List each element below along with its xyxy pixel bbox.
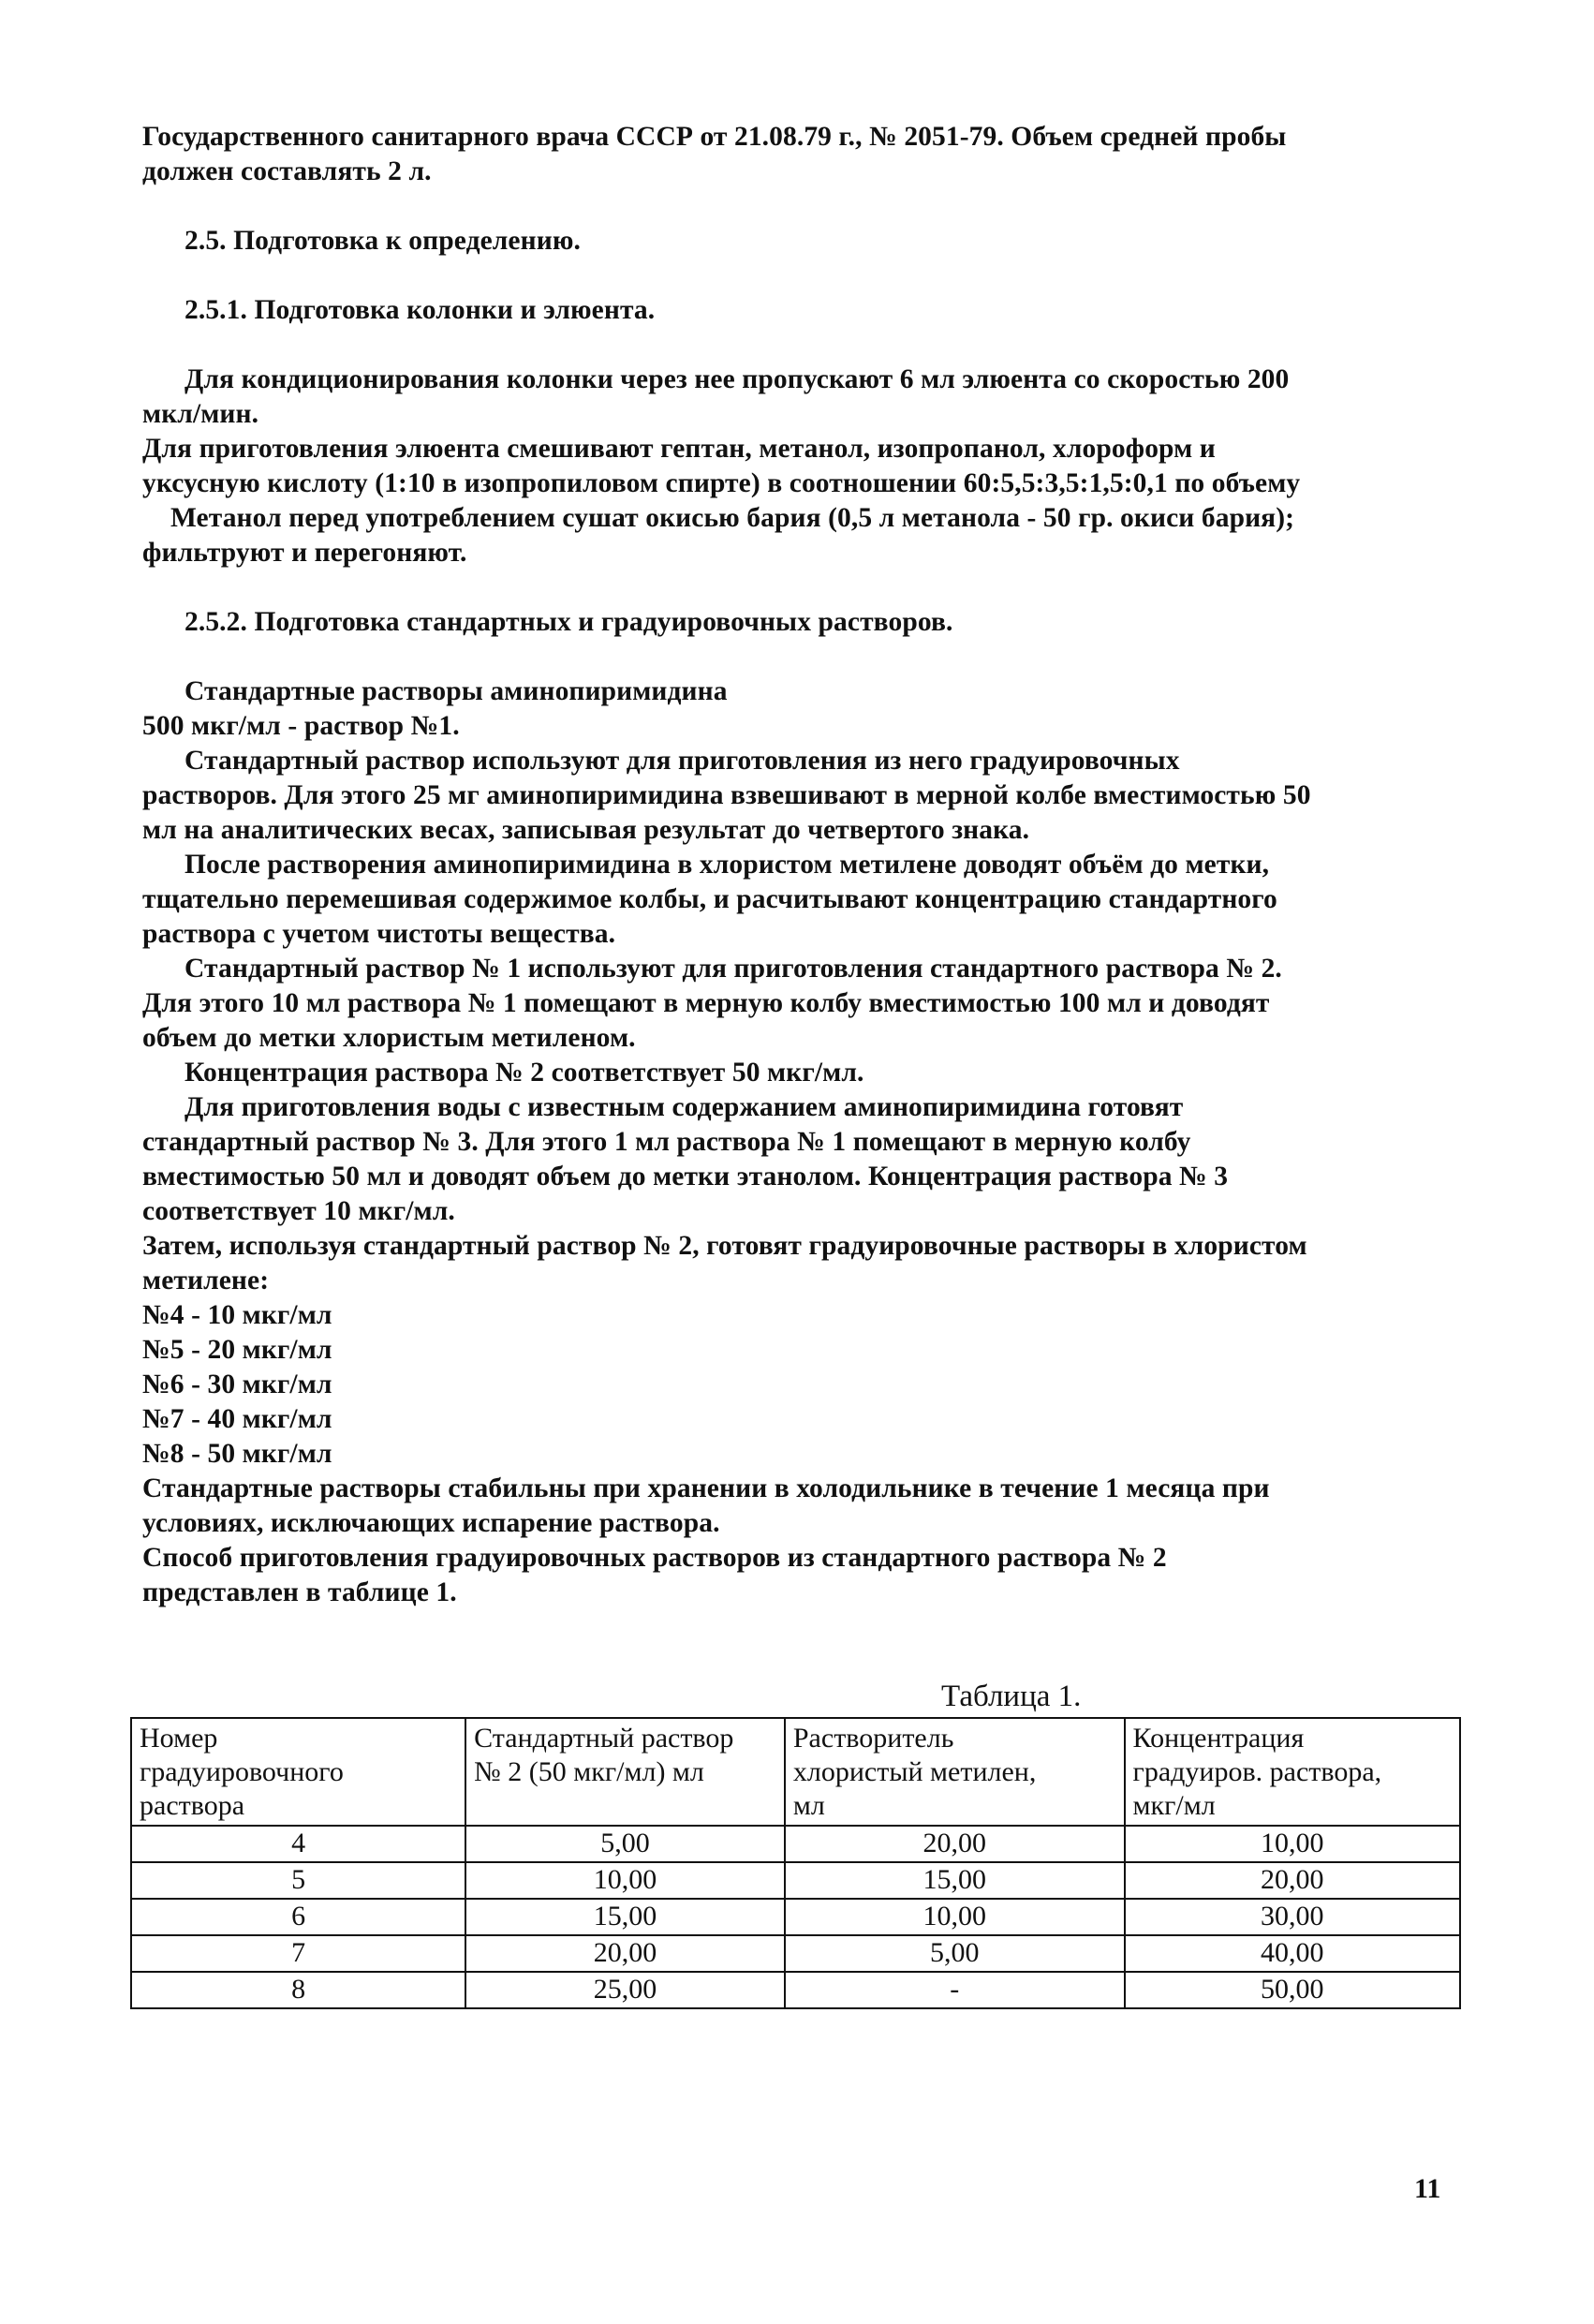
paragraph-line: стандартный раствор № 3. Для этого 1 мл раствора № 1 помещают в мерную колбу	[142, 1127, 1191, 1157]
paragraph-line: Стандартный раствор используют для приготовления из него градуировочных	[184, 746, 1180, 776]
paragraph-line: растворов. Для этого 25 мг аминопиримидина взвешивают в мерной колбе вместимостью 50	[142, 780, 1311, 810]
header-cell-number: Номер градуировочного раствора	[131, 1718, 465, 1826]
table-cell: 4	[131, 1826, 465, 1862]
table-cell: 15,00	[465, 1899, 785, 1935]
list-item: №8 - 50 мкг/мл	[142, 1439, 332, 1469]
table-row	[131, 1826, 1460, 1862]
paragraph-line: соответствует 10 мкг/мл.	[142, 1196, 455, 1226]
document-body	[142, 120, 1463, 1610]
paragraph-line: Для этого 10 мл раствора № 1 помещают в мерную колбу вместимостью 100 мл и доводят	[142, 988, 1270, 1018]
paragraph-line: 500 мкг/мл - раствор №1.	[142, 711, 460, 741]
paragraph-line: Стандартные растворы аминопиримидина	[184, 676, 728, 706]
paragraph-line: метилене:	[142, 1266, 270, 1295]
paragraph-line: Способ приготовления градуировочных растворов из стандартного раствора № 2	[142, 1543, 1167, 1573]
section-heading-2-5-1: 2.5.1. Подготовка колонки и элюента.	[184, 295, 656, 325]
table-cell: 5,00	[785, 1935, 1125, 1972]
paragraph-line: Метанол перед употреблением сушат окисью бария (0,5 л метанола - 50 гр. окиси бария);	[170, 503, 1295, 533]
paragraph-line: Для кондиционирования колонки через нее пропускают 6 мл элюента со скоростью 200	[184, 364, 1290, 394]
list-item: №7 - 40 мкг/мл	[142, 1404, 332, 1434]
table-cell: 20,00	[785, 1826, 1125, 1862]
calibration-table	[130, 1717, 1461, 2009]
table-cell: 5,00	[465, 1826, 785, 1862]
paragraph-line: Для приготовления элюента смешивают гептан, метанол, изопропанол, хлороформ и	[142, 434, 1216, 464]
table-cell: 20,00	[1125, 1862, 1460, 1899]
table-cell: -	[785, 1972, 1125, 2008]
list-item: №5 - 20 мкг/мл	[142, 1335, 332, 1365]
table-caption: Таблица 1.	[941, 1680, 1082, 1713]
table-cell: 10,00	[465, 1862, 785, 1899]
section-heading-2-5: 2.5. Подготовка к определению.	[184, 226, 581, 256]
table-cell: 15,00	[785, 1862, 1125, 1899]
table-cell: 10,00	[785, 1899, 1125, 1935]
table-cell: 40,00	[1125, 1935, 1460, 1972]
table-cell: 10,00	[1125, 1826, 1460, 1862]
intro-line: Государственного санитарного врача СССР от 21.08.79 г., № 2051-79. Объем средней пробы	[142, 122, 1287, 152]
table-cell: 8	[131, 1972, 465, 2008]
table-cell: 7	[131, 1935, 465, 1972]
header-cell-standard: Стандартный раствор № 2 (50 мкг/мл) мл	[465, 1718, 785, 1826]
table-row	[131, 1899, 1460, 1935]
page-number: 11	[1414, 2173, 1441, 2204]
section-heading-2-5-2: 2.5.2. Подготовка стандартных и градуировочных растворов.	[184, 607, 953, 637]
table-cell: 5	[131, 1862, 465, 1899]
paragraph-line: После растворения аминопиримидина в хлористом метилене доводят объём до метки,	[184, 850, 1270, 880]
paragraph-line: Стандартный раствор № 1 используют для приготовления стандартного раствора № 2.	[184, 954, 1282, 984]
header-cell-solvent: Растворитель хлористый метилен, мл	[785, 1718, 1125, 1826]
list-item: №6 - 30 мкг/мл	[142, 1369, 332, 1399]
paragraph-line: мл на аналитических весах, записывая результат до четвертого знака.	[142, 815, 1030, 845]
table-cell: 50,00	[1125, 1972, 1460, 2008]
paragraph-line: Стандартные растворы стабильны при хранении в холодильнике в течение 1 месяца при	[142, 1473, 1270, 1503]
paragraph-line: представлен в таблице 1.	[142, 1577, 457, 1607]
paragraph-line: раствора с учетом чистоты вещества.	[142, 919, 616, 949]
table-cell: 20,00	[465, 1935, 785, 1972]
paragraph-line: объем до метки хлористым метиленом.	[142, 1023, 636, 1053]
table-header-row	[131, 1718, 1460, 1826]
paragraph-line: Концентрация раствора № 2 соответствует 50 мкг/мл.	[184, 1058, 864, 1088]
table-cell: 25,00	[465, 1972, 785, 2008]
paragraph-line: мкл/мин.	[142, 399, 259, 429]
intro-line: должен составлять 2 л.	[142, 156, 432, 186]
paragraph-line: Для приготовления воды с известным содержанием аминопиримидина готовят	[184, 1092, 1184, 1122]
paragraph-line: условиях, исключающих испарение раствора.	[142, 1508, 720, 1538]
table-row	[131, 1972, 1460, 2008]
table-cell: 6	[131, 1899, 465, 1935]
list-item: №4 - 10 мкг/мл	[142, 1300, 332, 1330]
paragraph-line: уксусную кислоту (1:10 в изопропиловом спирте) в соотношении 60:5,5:3,5:1,5:0,1 по объему	[142, 468, 1301, 498]
table-row	[131, 1935, 1460, 1972]
header-cell-concentration: Концентрация градуиров. раствора, мкг/мл	[1125, 1718, 1460, 1826]
paragraph-line: тщательно перемешивая содержимое колбы, и расчитывают концентрацию стандартного	[142, 884, 1277, 914]
table-row	[131, 1862, 1460, 1899]
table-cell: 30,00	[1125, 1899, 1460, 1935]
paragraph-line: вместимостью 50 мл и доводят объем до метки этанолом. Концентрация раствора № 3	[142, 1162, 1229, 1192]
paragraph-line: Затем, используя стандартный раствор № 2, готовят градуировочные растворы в хлористом	[142, 1231, 1307, 1261]
paragraph-line: фильтруют и перегоняют.	[142, 538, 467, 568]
